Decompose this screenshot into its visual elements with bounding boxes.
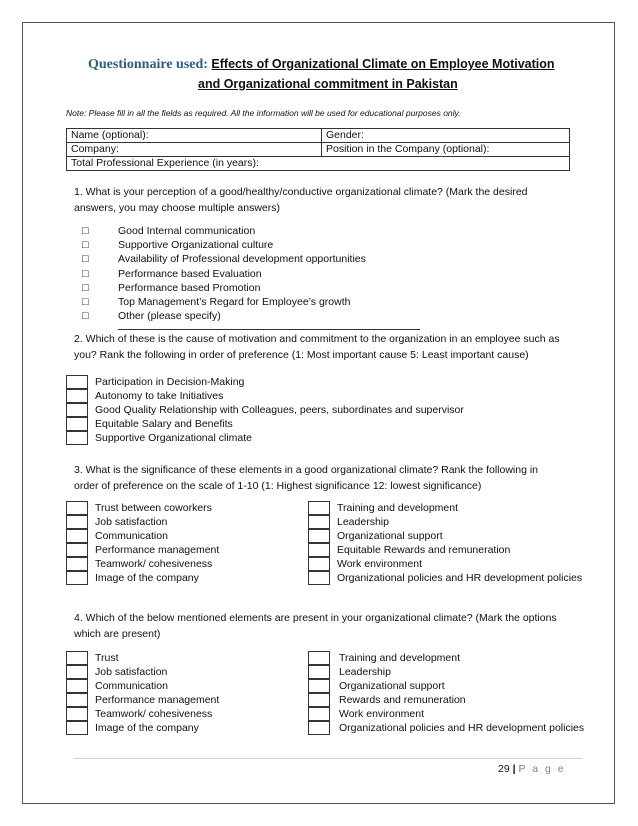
checkbox-icon[interactable]: □ [82, 267, 89, 280]
q4-check-left-input-box[interactable] [66, 651, 88, 665]
q4-check-left-input-box[interactable] [66, 665, 88, 679]
q1-option-label: Top Management’s Regard for Employee’s growth [118, 296, 351, 308]
checkbox-icon[interactable]: □ [82, 225, 89, 237]
q4-check-left-label: Job satisfaction [95, 666, 168, 678]
q3-rank-left-label: Performance management [95, 544, 220, 556]
q4-check-left-label: Teamwork/ cohesiveness [95, 708, 213, 720]
other-specify-line[interactable] [118, 329, 420, 330]
q1-option[interactable] [82, 238, 273, 252]
q4-check-left-input-box[interactable] [66, 679, 88, 693]
checkbox-icon[interactable]: □ [82, 239, 89, 252]
title-line-1: Effects of Organizational Climate on Employee Motivation [211, 57, 555, 71]
name-field[interactable]: Name (optional): [67, 129, 322, 143]
company-field[interactable]: Company: [67, 143, 322, 157]
q4-check-left-input-box[interactable] [66, 721, 88, 735]
q3-rank-left-label: Image of the company [95, 572, 199, 584]
q3-rank-left-label: Teamwork/ cohesiveness [95, 558, 213, 570]
q1-option-label: Good Internal communication [118, 225, 256, 237]
page-title [88, 57, 555, 73]
q1-option-label: Supportive Organizational culture [118, 239, 274, 252]
q2-rank-label: Autonomy to take Initiatives [95, 390, 224, 402]
q3-rank-right-label: Work environment [337, 558, 423, 570]
title-line-2: and Organizational commitment in Pakistan [198, 77, 458, 91]
q3-rank-right-label: Equitable Rewards and remuneration [337, 544, 511, 556]
q1-option[interactable] [82, 309, 221, 323]
q2-rank-input-box[interactable] [66, 389, 88, 403]
q3-rank-right-label: Organizational policies and HR development policies [337, 572, 583, 584]
q4-check-right-input-box[interactable] [308, 721, 330, 735]
q3-rank-right-input-box[interactable] [308, 529, 330, 543]
q2-rank-label: Participation in Decision-Making [95, 376, 245, 388]
position-field[interactable]: Position in the Company (optional): [322, 143, 570, 157]
q2-rank-label: Supportive Organizational climate [95, 432, 252, 444]
question-4: 4. Which of the below mentioned elements are present in your organizational climate? (Mark the options which are present) [74, 612, 557, 640]
checkbox-icon[interactable]: □ [82, 296, 89, 308]
instructions-note: Note: Please fill in all the fields as required. All the information will be used for educational purposes only. [66, 108, 461, 118]
q2-rank-input-box[interactable] [66, 417, 88, 431]
q1-option-label: Other (please specify) [118, 310, 221, 323]
q4-check-right-label: Work environment [339, 708, 425, 720]
q1-option-label: Performance based Evaluation [118, 267, 262, 280]
q3-rank-right-label: Leadership [337, 516, 389, 528]
q4-check-right-label: Rewards and remuneration [339, 694, 466, 706]
q4-check-right-input-box[interactable] [308, 693, 330, 707]
page-label: P a g e [518, 763, 566, 775]
q4-check-right-input-box[interactable] [308, 651, 330, 665]
q1-option-label: Performance based Promotion [118, 281, 261, 294]
q4-check-right-label: Training and development [339, 652, 461, 664]
q4-check-left-label: Trust [95, 652, 119, 664]
q4-check-right-input-box[interactable] [308, 707, 330, 721]
question-1: 1. What is your perception of a good/healthy/conductive organizational climate? (Mark the desired answers, you may choose multiple answers) [74, 186, 528, 214]
q2-rank-input-box[interactable] [66, 431, 88, 445]
q2-rank-input-box[interactable] [66, 375, 88, 389]
gender-field[interactable]: Gender: [322, 129, 570, 143]
checkbox-icon[interactable]: □ [82, 281, 89, 294]
q3-rank-left-input-box[interactable] [66, 557, 88, 571]
q3-rank-left-input-box[interactable] [66, 571, 88, 585]
q4-check-left-label: Image of the company [95, 722, 199, 734]
q4-check-left-label: Communication [95, 680, 168, 692]
page-number: 29 [498, 763, 510, 775]
q4-check-right-input-box[interactable] [308, 665, 330, 679]
title-lead: Questionnaire used: [88, 57, 208, 72]
q3-rank-right-input-box[interactable] [308, 557, 330, 571]
q3-rank-left-input-box[interactable] [66, 515, 88, 529]
q1-option-label: Availability of Professional development opportunities [118, 253, 366, 266]
q4-check-left-input-box[interactable] [66, 707, 88, 721]
q3-rank-left-label: Trust between coworkers [95, 502, 212, 514]
question-3: 3. What is the significance of these elements in a good organizational climate? Rank the following in order of preference on the scale of 1-10 (1: Highest significance 12: lowest significance) [74, 464, 539, 492]
experience-field[interactable]: Total Professional Experience (in years): [67, 157, 570, 171]
q2-rank-label: Equitable Salary and Benefits [95, 418, 233, 430]
q1-option[interactable] [82, 281, 260, 295]
q3-rank-right-input-box[interactable] [308, 501, 330, 515]
q1-option[interactable] [82, 252, 366, 266]
q1-option[interactable] [82, 267, 262, 281]
q1-option[interactable] [82, 295, 351, 309]
checkbox-icon[interactable]: □ [82, 310, 89, 323]
q2-rank-input-box[interactable] [66, 403, 88, 417]
q1-option[interactable] [82, 224, 255, 238]
footer-rule [74, 758, 582, 759]
q3-rank-left-label: Job satisfaction [95, 516, 168, 528]
respondent-info-table [66, 128, 570, 171]
page-separator: | [512, 763, 516, 775]
page-footer [498, 763, 566, 775]
q4-check-right-label: Leadership [339, 666, 391, 678]
q4-check-right-input-box[interactable] [308, 679, 330, 693]
q4-check-left-input-box[interactable] [66, 693, 88, 707]
q3-rank-left-input-box[interactable] [66, 543, 88, 557]
q4-check-right-label: Organizational support [339, 680, 445, 692]
q3-rank-right-label: Organizational support [337, 530, 443, 542]
q3-rank-right-label: Training and development [337, 502, 459, 514]
q4-check-right-label: Organizational policies and HR development policies [339, 722, 585, 734]
question-2: 2. Which of these is the cause of motivation and commitment to the organization in an employee such as you? Rank the following in order of preference (1: Most important cause 5: Least important cause) [74, 333, 560, 361]
q3-rank-right-input-box[interactable] [308, 571, 330, 585]
q4-check-left-label: Performance management [95, 694, 220, 706]
q2-rank-label: Good Quality Relationship with Colleagues, peers, subordinates and supervisor [95, 404, 464, 416]
q3-rank-left-label: Communication [95, 530, 168, 542]
q3-rank-left-input-box[interactable] [66, 529, 88, 543]
q3-rank-left-input-box[interactable] [66, 501, 88, 515]
checkbox-icon[interactable]: □ [82, 253, 89, 266]
q3-rank-right-input-box[interactable] [308, 515, 330, 529]
q3-rank-right-input-box[interactable] [308, 543, 330, 557]
